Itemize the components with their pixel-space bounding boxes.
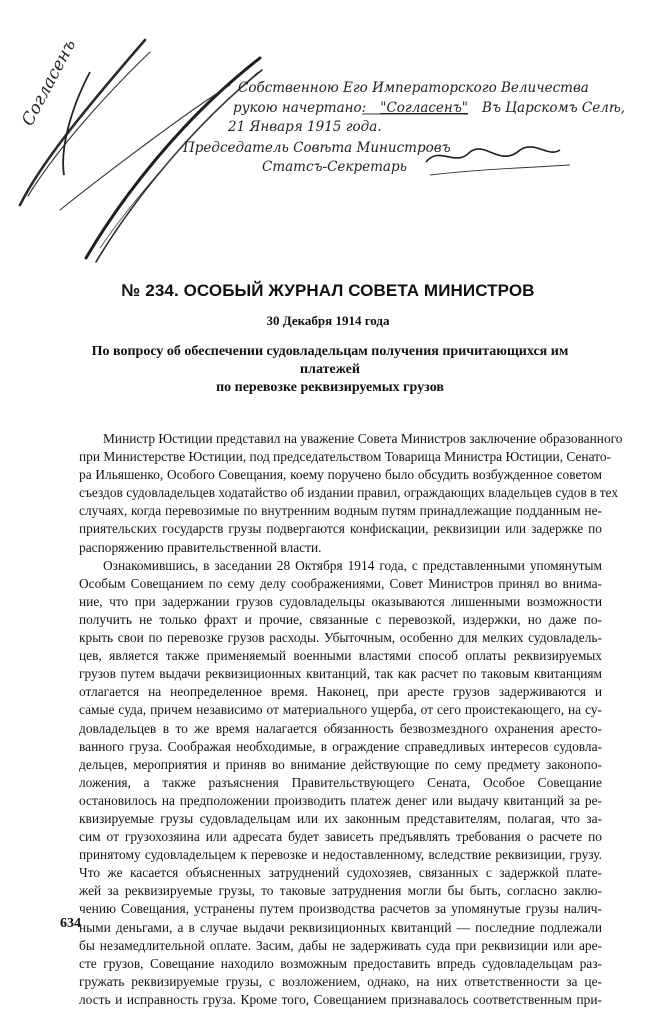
body-line: Особым Совещанием по сему делу соображениями, Совет Министров принял во внима- [79, 575, 602, 591]
body-line: Что же касается объясненных затруднений судохозяев, связанных с задержкой плате- [79, 865, 602, 881]
body-line: отлагается на неопределенное время. Наконец, при аресте грузов задерживаются и [79, 684, 602, 700]
body-line: принятому судовладельцем к перевозке и недоставленному, вследствие реквизиции, грузу. [79, 847, 602, 863]
resolution-place: Въ Царскомъ Селѣ, [482, 100, 626, 116]
body-line: случаях, когда перевозимые по внутренним водным путям принадлежащие подданным не- [79, 503, 602, 519]
body-line: довладельцев в то же время налагается обязанность безвозмездного охранения аресто- [79, 720, 602, 736]
body-line: чению Совещания, устранены путем производства расчетов за упомянутые грузы налич- [79, 901, 602, 917]
body-line: жей за реквизируемые грузы, то таковые затруднения могли бы быть, согласно заклю- [79, 883, 602, 899]
resolution-line-1: Собственною Его Императорского Величества [238, 80, 589, 96]
body-line: остановилось на предположении производить платеж денег или выдачу квитанций за ре- [79, 792, 602, 808]
body-line: крыть свои по перевозке грузов расходы. Убыточным, особенно для мелких судовладель- [79, 630, 602, 646]
body-line: ложения, а также разъяснения Правительствующего Сената, Особое Совещание [79, 774, 602, 790]
body-line: дельцев, мероприятия и приняв во внимание действующие по сему предмету законопо- [79, 756, 602, 772]
body-line: при Министерстве Юстиции, под председательством Товарища Министра Юстиции, Сенато- [79, 449, 612, 465]
body-line: бы незамедлительной оплате. Засим, дабы не задерживать суда при реквизиции или аре- [79, 937, 602, 953]
resolution-line-4: Председатель Совѣта Министровъ [183, 140, 451, 156]
page-number: 634 [60, 916, 81, 931]
journal-subject-line-1: По вопросу об обеспечении судовладельцам получения причитающихся им платежей [91, 344, 569, 377]
body-line: цев, является также применяемый военными властями способ оплаты реквизируемых [79, 648, 602, 664]
resolution-line-2 [233, 100, 625, 116]
body-line: Министр Юстиции представил на уважение Совета Министров заключение образованного [103, 431, 623, 446]
body-line: получить не только фрахт и прочие, связанные с перевозкой, издержки, но даже по- [79, 611, 602, 627]
body-line: гружать реквизируемые грузы, с возложением, однако, на них ответственности за це- [79, 973, 602, 989]
body-line: квизируемые грузы судовладельцам или их законным представителям, полагая, что за- [79, 810, 602, 826]
body-line: сим от грузохозяина или адресата будет зависеть предъявлять требования о расчете по [79, 829, 602, 845]
body-line: ванного груза. Соображая необходимые, в ограждение справедливых интересов судовла- [79, 738, 602, 754]
body-line: грузов путем выдачи реквизиционных квитанций, так как расчет по таковым квитанциям [79, 666, 602, 682]
resolution-line-5: Статсъ-Секретарь [262, 159, 407, 175]
journal-subject-line-2: по перевозке реквизируемых грузов [216, 380, 444, 395]
journal-body [79, 430, 623, 1009]
journal-subject [70, 343, 590, 397]
journal-title: № 234. ОСОБЫЙ ЖУРНАЛ СОВЕТА МИНИСТРОВ [121, 281, 535, 300]
body-line: лость и исправность груза. Кроме того, Совещанием признавалось соответственным при- [79, 991, 602, 1007]
resolution-consent-word: "Согласенъ" [380, 100, 469, 116]
marginal-resolution-word: Согласенъ [18, 36, 81, 130]
journal-date: 30 Декабря 1914 года [266, 313, 390, 328]
resolution-line-2a: рукою начертано: [233, 100, 367, 116]
body-line: распоряжению правительственной власти. [79, 539, 322, 555]
body-line: сте грузов, Совещание находило возможным предоставить впредь судовладельцам раз- [79, 955, 602, 971]
body-line: приятельских государств грузы подвергаются конфискации, реквизиции или задержке по [79, 521, 602, 537]
body-line: ра Ильяшенко, Особого Совещания, коему поручено было обсудить возбужденное советом [79, 467, 602, 483]
body-line: Ознакомившись, в заседании 28 Октября 1914 года, с представленными упомянутым [103, 557, 602, 573]
resolution-line-3: 21 Января 1915 года. [228, 119, 382, 135]
body-line: ние, что при задержании грузов судовладельцы оказываются лишенными возможности [79, 593, 602, 609]
body-line: ными деньгами, а в случае выдачи реквизиционных квитанций — последние подлежали [79, 919, 602, 935]
body-line: самые суда, причем независимо от материального ущерба, от сего проистекающего, на су- [79, 702, 602, 718]
body-line: съездов судовладельцев ходатайство об издании правил, ограждающих владельцев судов в тех [79, 485, 619, 501]
